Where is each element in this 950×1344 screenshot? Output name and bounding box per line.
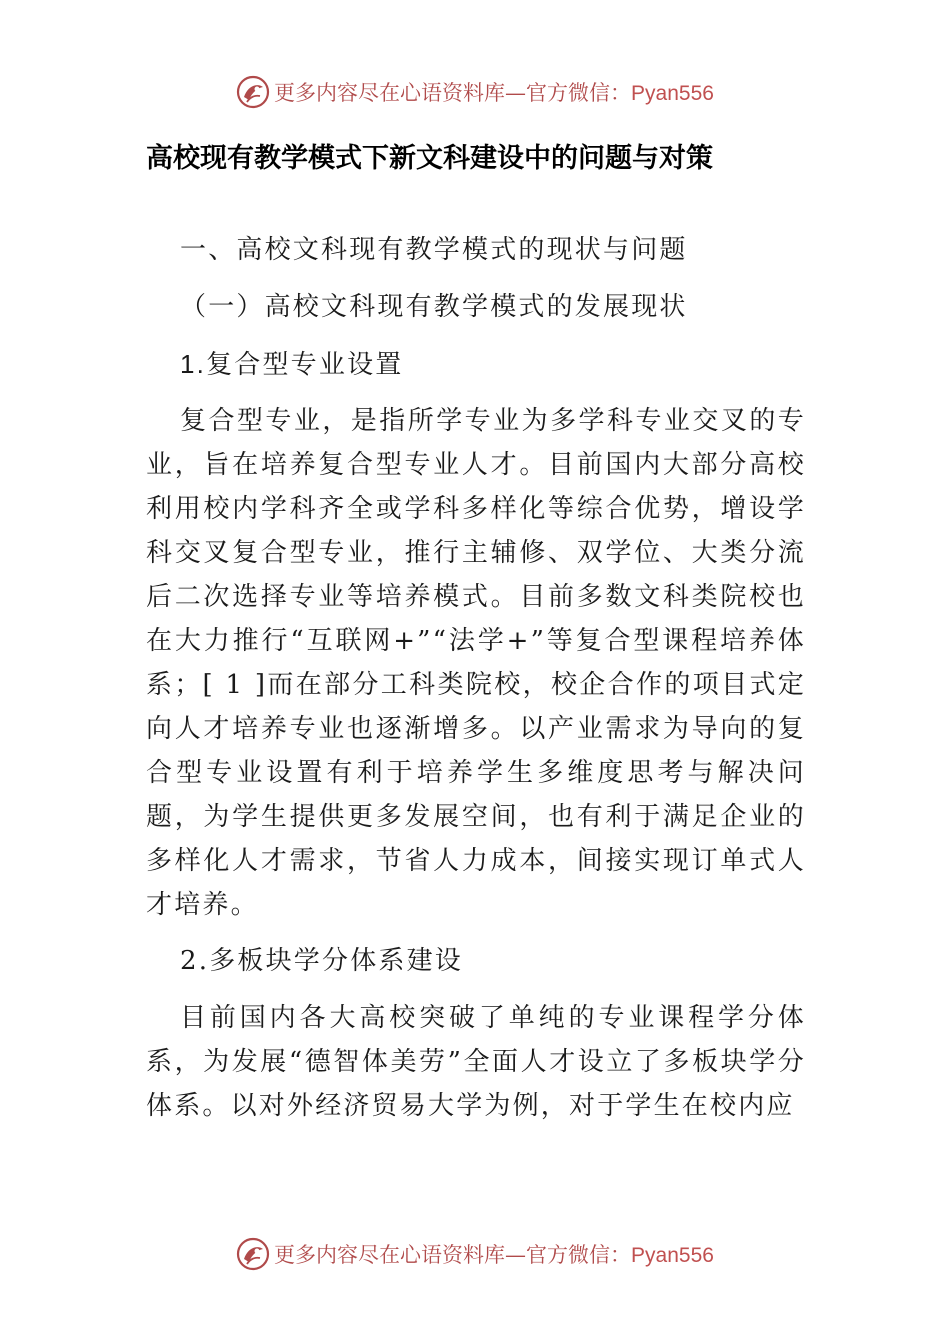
- paragraph-1: 复合型专业，是指所学专业为多学科专业交叉的专业，旨在培养复合型专业人才。目前国内大部分高校利用校内学科齐全或学科多样化等综合优势，增设学科交叉复合型专业，推行主辅修、双学位、大类分流后二次选择专业等培养模式。目前多数文科类院校也在大力推行“互联网+”“法学+”等复合型课程培养体系；[ 1 ]而在部分工科类院校，校企合作的项目式定向人才培养专业也逐渐增多。以产业需求为导向的复合型专业设置有利于培养学生多维度思考与解决问题，为学生提供更多发展空间，也有利于满足企业的多样化人才需求，节省人力成本，间接实现订单式人才培养。: [146, 406, 806, 920]
- subsection-heading: （一）高校文科现有教学模式的发展现状: [180, 292, 688, 322]
- rose-logo-icon: [236, 1237, 270, 1271]
- item-heading-1: [146, 342, 806, 386]
- item-heading-2-text: 2.多板块学分体系建设: [180, 946, 464, 976]
- watermark-banner-bottom: [0, 1232, 950, 1276]
- item-heading-1-text: 1.复合型专业设置: [180, 349, 404, 379]
- watermark-text: [274, 77, 714, 107]
- watermark-label: 更多内容尽在心语资料库—官方微信：: [274, 1243, 632, 1267]
- watermark-wechat-id: Pyan556: [631, 1244, 714, 1267]
- watermark-banner-top: [0, 70, 950, 114]
- section-heading: 一、高校文科现有教学模式的现状与问题: [180, 235, 688, 265]
- watermark-text: [274, 1239, 714, 1269]
- document-body: [146, 228, 806, 1140]
- document-title: 高校现有教学模式下新文科建设中的问题与对策: [146, 143, 713, 174]
- item-heading-2: [146, 939, 806, 983]
- paragraph-2: 目前国内各大高校突破了单纯的专业课程学分体系，为发展“德智体美劳”全面人才设立了多板块学分体系。以对外经济贸易大学为例，对于学生在校内应: [146, 1003, 806, 1121]
- rose-logo-icon: [236, 75, 270, 109]
- watermark-wechat-id: Pyan556: [631, 82, 714, 105]
- watermark-label: 更多内容尽在心语资料库—官方微信：: [274, 81, 632, 105]
